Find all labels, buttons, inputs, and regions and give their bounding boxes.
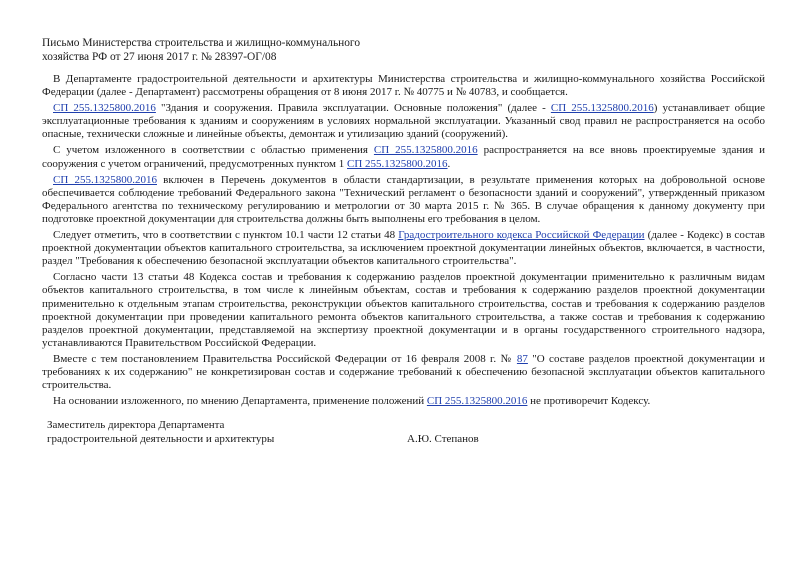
- sp-link[interactable]: СП 255.1325800.2016: [53, 173, 157, 186]
- sp-link[interactable]: СП 255.1325800.2016: [373, 144, 478, 157]
- grad-code-link[interactable]: Градостроительного кодекса Российской Федерации: [398, 229, 645, 242]
- paragraph-text: (далее - Кодекс) в состав проектной документации объектов капитального строительства, за исключением проектной документации линейных объектов, включается, в частности, раздел "Требования к обеспечению безопасной эксплуатации объектов капитального строительства".: [42, 229, 765, 268]
- paragraph-8: [42, 395, 765, 408]
- paragraph-6: Согласно части 13 статьи 48 Кодекса состав и требования к содержанию разделов проектной документации применительно к различным видам объектов капитального строительства, в том числе к линейным объектам, состав и требования к содержанию разделов проектной документации применительно к отдельным этапам строительства, реконструкции объектов капитального строительства, состав и требования к содержанию разделов проектной документации при проведении капитального ремонта объектов капитального строительства, а также состав и требования к содержанию разделов проектной документации, представляемой на экспертизу проектной документации и в органы государственного строительного надзора, устанавливаются Правительством Российской Федерации.: [42, 271, 765, 349]
- letter-header: [42, 37, 382, 65]
- sp-link[interactable]: СП 255.1325800.2016: [347, 157, 448, 170]
- paragraph-text: .: [447, 157, 451, 170]
- resolution-87-link[interactable]: 87: [516, 352, 528, 365]
- paragraph-text: С учетом изложенного в соответствии с областью применения: [53, 144, 374, 157]
- paragraph-text: ) устанавливает общие эксплуатационные требования к зданиям и сооружениям в условиях нормальной эксплуатации. Указанный свод правил не распространяется на особо опасные, технически сложные и линейные объекты, демонтаж и утилизацию зданий (сооружений).: [42, 102, 766, 141]
- paragraph-3: [42, 144, 765, 170]
- paragraph-5: [42, 229, 765, 268]
- paragraph-text: Следует отметить, что в соответствии с пунктом 10.1 части 12 статьи 48: [53, 229, 399, 242]
- header-line-1: Письмо Министерства строительства и жилищно-коммунального: [42, 37, 361, 49]
- paragraph-text: включен в Перечень документов в области стандартизации, в результате применения которых на добровольной основе обеспечивается соблюдение требований Федерального закона "Технический регламент о безопасности зданий и сооружений", утвержденный приказом Федерального агентства по техническому регулированию и метрологии от 30 марта 2015 г. № 365. В случае обращения к данному документу при подготовке проектной документации для строительства должны быть выполнены его требования в целом.: [42, 173, 765, 225]
- paragraph-text: "Здания и сооружения. Правила эксплуатации. Основные положения" (далее -: [155, 102, 551, 115]
- paragraph-text: не противоречит Кодексу.: [527, 395, 651, 408]
- paragraph-7: [42, 353, 765, 392]
- sp-link[interactable]: СП 255.1325800.2016: [53, 102, 156, 115]
- paragraph-4: [42, 174, 765, 226]
- signatory-name: А.Ю. Степанов: [407, 433, 479, 445]
- sp-link[interactable]: СП 255.1325800.2016: [550, 102, 654, 115]
- paragraph-text: Вместе с тем постановлением Правительства Российской Федерации от 16 февраля 2008 г. №: [53, 352, 517, 365]
- paragraph-text: На основании изложенного, по мнению Департамента, применение положений: [53, 395, 427, 408]
- paragraph-text: "О составе разделов проектной документации и требованиях к их содержанию" не конкретизирован состав и содержание требований к обеспечению безопасной эксплуатации объектов капитального строительства.: [42, 352, 765, 392]
- sp-link[interactable]: СП 255.1325800.2016: [426, 395, 528, 408]
- paragraph-1: В Департаменте градостроительной деятельности и архитектуры Министерства строительства и жилищно-коммунального хозяйства Российской Федерации (далее - Департамент) рассмотрены обращения от 8 июня 2017 г. № 40775 и № 40783, и сообщается.: [42, 73, 765, 99]
- letter-body: [42, 73, 765, 411]
- paragraph-text: распространяется на все вновь проектируемые здания и сооружения с учетом ограничений, предусмотренных пунктом 1: [42, 144, 766, 170]
- paragraph-2: [42, 102, 765, 141]
- header-line-2: хозяйства РФ от 27 июня 2017 г. № 28397-ОГ/08: [42, 50, 277, 63]
- signature-title-2: градостроительной деятельности и архитектуры: [47, 432, 275, 445]
- signature-title-1: Заместитель директора Департамента: [47, 419, 225, 431]
